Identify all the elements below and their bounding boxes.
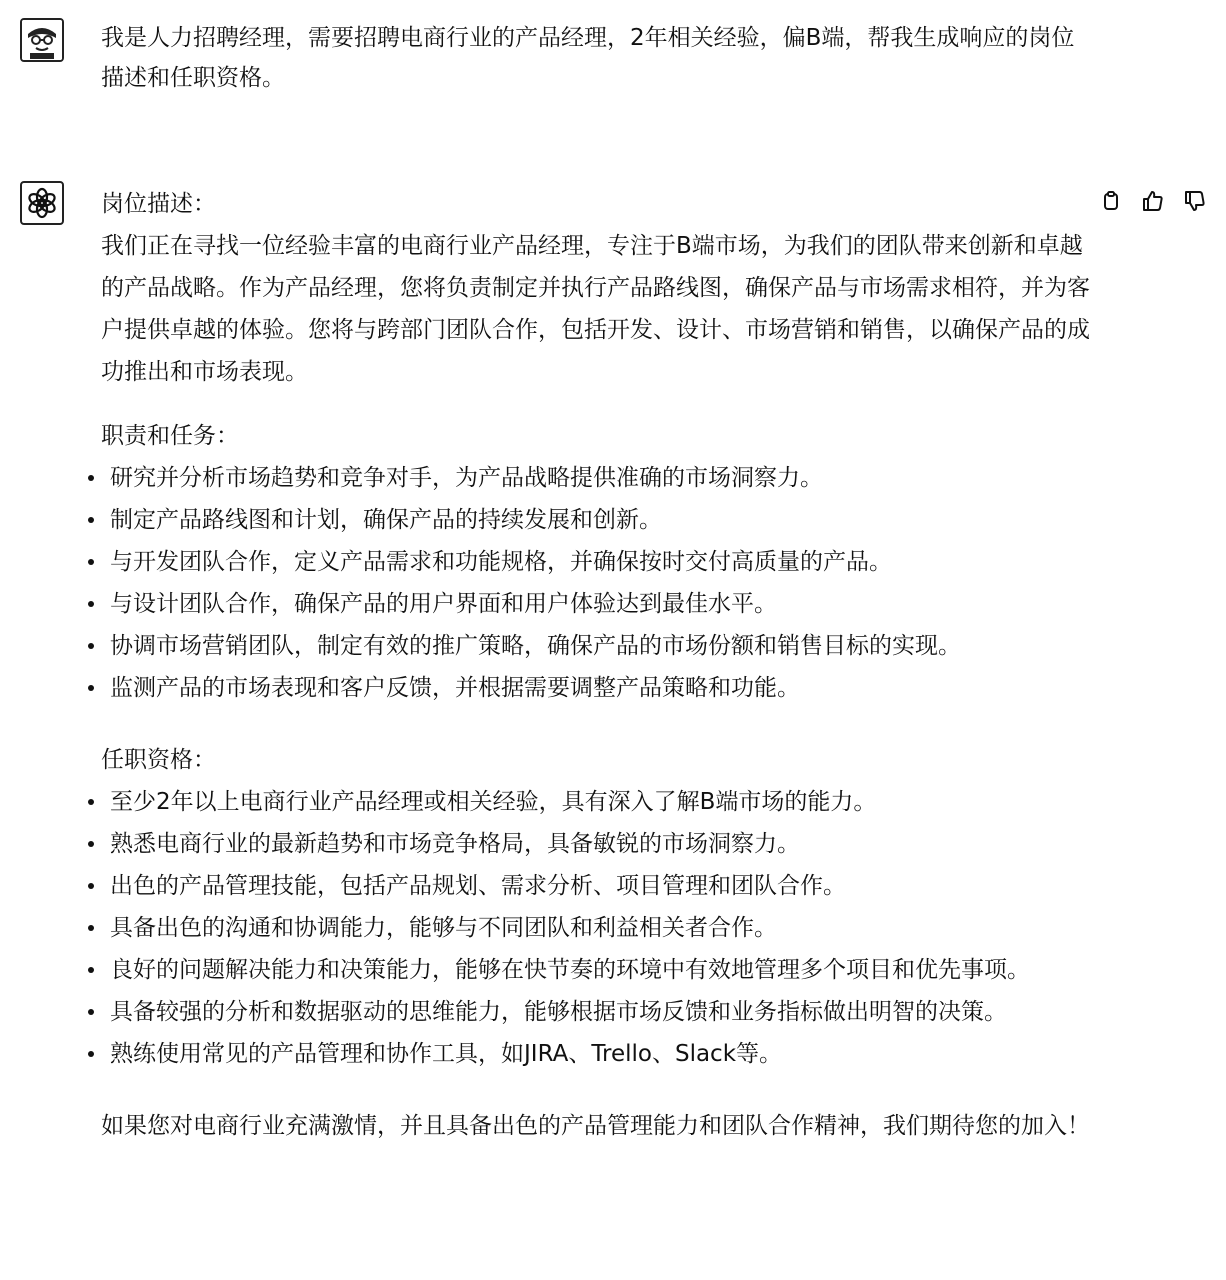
list-item: 熟悉电商行业的最新趋势和市场竞争格局，具备敏锐的市场洞察力。 <box>88 823 1078 865</box>
user-avatar-icon <box>22 20 62 60</box>
thumbs-up-button[interactable] <box>1138 186 1168 216</box>
list-item: 具备较强的分析和数据驱动的思维能力，能够根据市场反馈和业务指标做出明智的决策。 <box>88 991 1078 1033</box>
list-item: 熟练使用常见的产品管理和协作工具，如JIRA、Trello、Slack等。 <box>88 1033 1078 1075</box>
copy-icon <box>1100 190 1122 212</box>
list-item: 制定产品路线图和计划，确保产品的持续发展和创新。 <box>88 499 1078 541</box>
thumbs-down-icon <box>1183 189 1207 213</box>
list-item: 出色的产品管理技能，包括产品规划、需求分析、项目管理和团队合作。 <box>88 865 1078 907</box>
user-avatar <box>20 18 64 62</box>
closing-paragraph: 如果您对电商行业充满激情，并且具备出色的产品管理能力和团队合作精神，我们期待您的加入！ <box>101 1113 1090 1139</box>
message-actions <box>1096 186 1210 216</box>
copy-button[interactable] <box>1096 186 1126 216</box>
qualifications-list <box>88 781 1078 1075</box>
list-item: 协调市场营销团队，制定有效的推广策略，确保产品的市场份额和销售目标的实现。 <box>88 625 1078 667</box>
list-item: 监测产品的市场表现和客户反馈，并根据需要调整产品策略和功能。 <box>88 667 1078 709</box>
responsibilities-heading: 职责和任务： <box>101 423 239 449</box>
assistant-avatar <box>20 181 64 225</box>
thumbs-up-icon <box>1141 189 1165 213</box>
list-item: 至少2年以上电商行业产品经理或相关经验，具有深入了解B端市场的能力。 <box>88 781 1078 823</box>
responsibilities-list <box>88 457 1078 709</box>
assistant-logo-icon <box>25 186 59 220</box>
list-item: 与设计团队合作，确保产品的用户界面和用户体验达到最佳水平。 <box>88 583 1078 625</box>
job-description-heading: 岗位描述： <box>101 191 216 217</box>
job-description-body: 我们正在寻找一位经验丰富的电商行业产品经理，专注于B端市场，为我们的团队带来创新和卓越的产品战略。作为产品经理，您将负责制定并执行产品路线图，确保产品与市场需求相符，并为客户提供卓越的体验。您将与跨部门团队合作，包括开发、设计、市场营销和销售，以确保产品的成功推出和市场表现。 <box>101 233 1090 385</box>
list-item: 具备出色的沟通和协调能力，能够与不同团队和利益相关者合作。 <box>88 907 1078 949</box>
list-item: 与开发团队合作，定义产品需求和功能规格，并确保按时交付高质量的产品。 <box>88 541 1078 583</box>
user-message: 我是人力招聘经理，需要招聘电商行业的产品经理，2年相关经验，偏B端，帮我生成响应的岗位描述和任职资格。 <box>101 25 1075 91</box>
list-item: 良好的问题解决能力和决策能力，能够在快节奏的环境中有效地管理多个项目和优先事项。 <box>88 949 1078 991</box>
list-item: 研究并分析市场趋势和竞争对手，为产品战略提供准确的市场洞察力。 <box>88 457 1078 499</box>
thumbs-down-button[interactable] <box>1180 186 1210 216</box>
qualifications-heading: 任职资格： <box>101 747 216 773</box>
assistant-message <box>101 183 1091 1147</box>
